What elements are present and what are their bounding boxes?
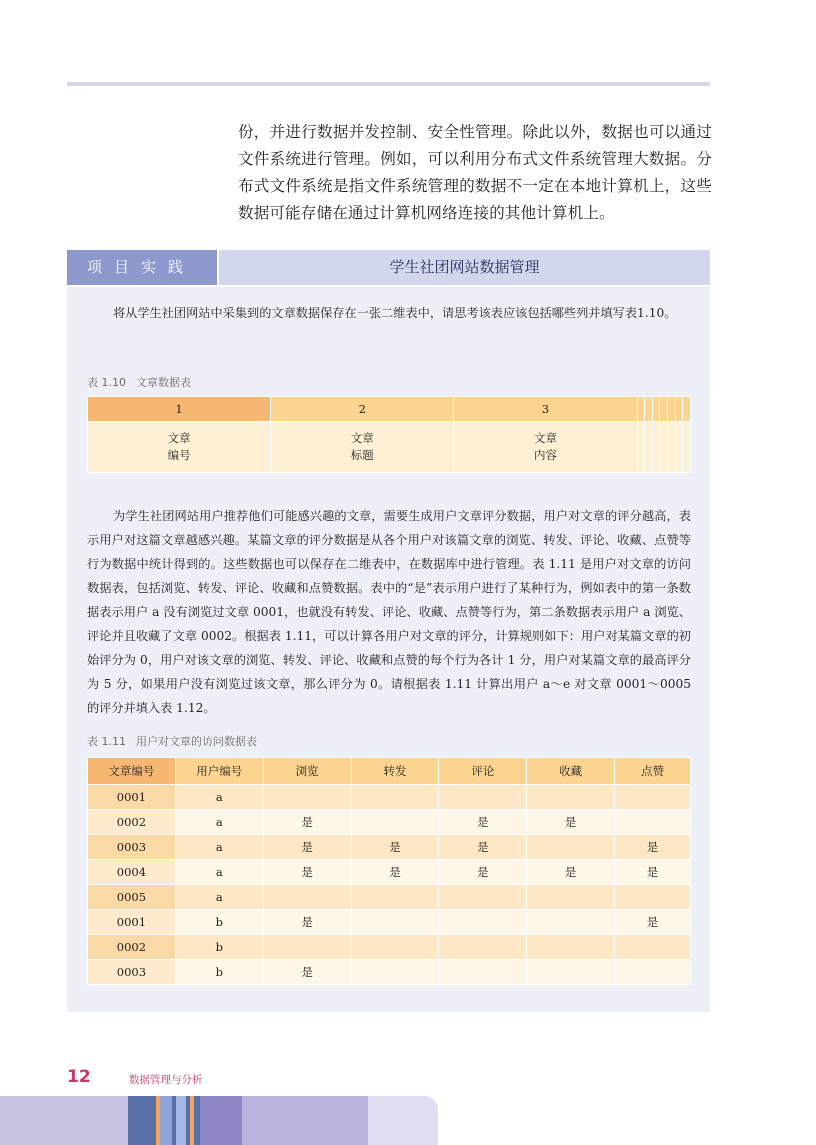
table-1-10-title: 文章数据表 [136,376,191,389]
table-row [88,935,691,960]
table-cell: 是 [263,835,351,860]
table-cell: a [175,885,263,910]
table-1-10-cell: 文章 编号 [88,422,271,473]
table-cell: 是 [527,810,615,835]
table-row [88,835,691,860]
table-1-10-header-cell [683,397,691,422]
table-cell: 是 [351,860,439,885]
table-cell [351,960,439,985]
table-cell: b [175,960,263,985]
table-cell [615,810,691,835]
table-cell: 是 [615,910,691,935]
table-cell: 是 [615,835,691,860]
intro-paragraph: 份，并进行数据并发控制、安全性管理。除此以外，数据也可以通过文件系统进行管理。例如，可以利用分布式文件系统管理大数据。分布式文件系统是指文件系统管理的数据不一定在本地计算机上，这些数据可能存储在通过计算机网络连接的其他计算机上。 [238,123,712,222]
table-1-10-cell [652,422,660,473]
table-1-10-header-cell: 2 [271,397,454,422]
practice-paragraph-2: 为学生社团网站用户推荐他们可能感兴趣的文章，需要生成用户文章评分数据，用户对文章的评分越高，表示用户对这篇文章越感兴趣。某篇文章的评分数据是从各个用户对该篇文章的浏览、转发、评论、收藏、点赞等行为数据中统计得到的。这些数据也可以保存在二维表中，在数据库中进行管理。表 1.11 是用户对文章的访问数据表，包括浏览、转发、评论、收藏和点赞数据。表中的“是”表示用户进行了某种行为，例如表中的第一条数据表示用户 a 没有浏览过文章 0001，也就没有转发、评论、收藏、点赞等行为，第二条数据表示用户 a 浏览、评论并且收藏了文章 0002。根据表 1.11，可以计算各用户对文章的评分，计算规则如下：用户对某篇文章的初始评分为 0，用户对该文章的浏览、转发、评论、收藏和点赞的每个行为各计 1 分，用户对某篇文章的最高评分为 5 分，如果用户没有浏览过该文章，那么评分为 0。请根据表 1.11 计算出用户 a～e 对文章 0001～0005 的评分并填入表 1.12。 [87,509,691,715]
table-cell [615,885,691,910]
table-1-10-header-cell [668,397,676,422]
table-cell [527,835,615,860]
table-row [88,860,691,885]
table-1-10-header-cell: 1 [88,397,271,422]
table-1-10-number: 表 1.10 [87,376,126,389]
table-1-10-header-cell [660,397,668,422]
table-cell: 是 [615,860,691,885]
practice-paragraph-1: 将从学生社团网站中采集到的文章数据保存在一张二维表中，请思考该表应该包括哪些列并填写表1.10。 [113,306,677,320]
table-cell: b [175,910,263,935]
table-1-11-number: 表 1.11 [87,735,126,748]
table-1-10-cell [683,422,691,473]
table-cell: 0002 [88,935,176,960]
table-1-11-column-header: 评论 [439,758,527,785]
book-title: 数据管理与分析 [129,1074,203,1086]
table-cell [615,960,691,985]
table-cell [527,935,615,960]
table-cell [351,935,439,960]
table-1-10-caption [87,374,201,390]
table-1-11-title: 用户对文章的访问数据表 [136,735,257,748]
table-cell [439,785,527,810]
table-1-11-column-header: 点赞 [615,758,691,785]
table-cell [351,910,439,935]
table-1-10-header-cell [645,397,653,422]
table-1-10-header-cell [652,397,660,422]
table-cell: a [175,860,263,885]
table-row [88,960,691,985]
table-cell [263,935,351,960]
table-1-11-column-header: 转发 [351,758,439,785]
table-cell [351,785,439,810]
table-1-10-header-cell: 3 [454,397,637,422]
table-cell: 0003 [88,835,176,860]
table-cell [527,910,615,935]
table-cell [351,885,439,910]
table-cell [263,785,351,810]
table-cell: a [175,810,263,835]
table-cell [527,885,615,910]
table-cell [439,910,527,935]
table-row [88,810,691,835]
table-1-10-header-cell [675,397,683,422]
table-row [88,785,691,810]
table-1-10-header-cell [637,397,645,422]
table-1-10-cell: 文章 标题 [271,422,454,473]
table-1-11-header-row [88,758,691,785]
table-cell: a [175,835,263,860]
table-cell: b [175,935,263,960]
table-cell [615,785,691,810]
table-cell [439,935,527,960]
table-cell: 是 [263,910,351,935]
table-cell: 是 [263,960,351,985]
table-1-11-column-header: 用户编号 [175,758,263,785]
table-1-11-column-header: 收藏 [527,758,615,785]
table-cell: 是 [527,860,615,885]
table-cell [263,885,351,910]
footer-decoration [0,1096,438,1145]
table-row [88,910,691,935]
table-cell: a [175,785,263,810]
table-cell [351,810,439,835]
table-1-10-cell [637,422,645,473]
table-cell [615,935,691,960]
table-cell: 是 [439,810,527,835]
table-1-10-cell [660,422,668,473]
banner-section-label: 项目实践 [67,250,217,285]
table-cell: 是 [263,860,351,885]
table-1-11-column-header: 浏览 [263,758,351,785]
table-cell: 0002 [88,810,176,835]
table-1-10 [87,396,691,473]
top-rule [67,82,710,86]
table-1-11 [87,757,691,985]
table-cell: 0001 [88,785,176,810]
section-banner [67,250,710,285]
table-1-10-cell [675,422,683,473]
table-cell: 0004 [88,860,176,885]
table-cell: 是 [263,810,351,835]
page-number: 12 [67,1067,91,1087]
table-cell: 是 [351,835,439,860]
table-cell [527,785,615,810]
table-cell [527,960,615,985]
table-cell [439,885,527,910]
table-cell: 0003 [88,960,176,985]
table-1-11-column-header: 文章编号 [88,758,176,785]
table-cell [439,960,527,985]
table-cell: 0001 [88,910,176,935]
table-1-11-caption [87,733,267,749]
table-1-10-cell [645,422,653,473]
banner-title: 学生社团网站数据管理 [219,250,710,285]
table-cell: 是 [439,860,527,885]
table-1-10-cell [668,422,676,473]
table-row [88,885,691,910]
table-cell: 是 [439,835,527,860]
table-1-10-cell: 文章 内容 [454,422,637,473]
table-cell: 0005 [88,885,176,910]
